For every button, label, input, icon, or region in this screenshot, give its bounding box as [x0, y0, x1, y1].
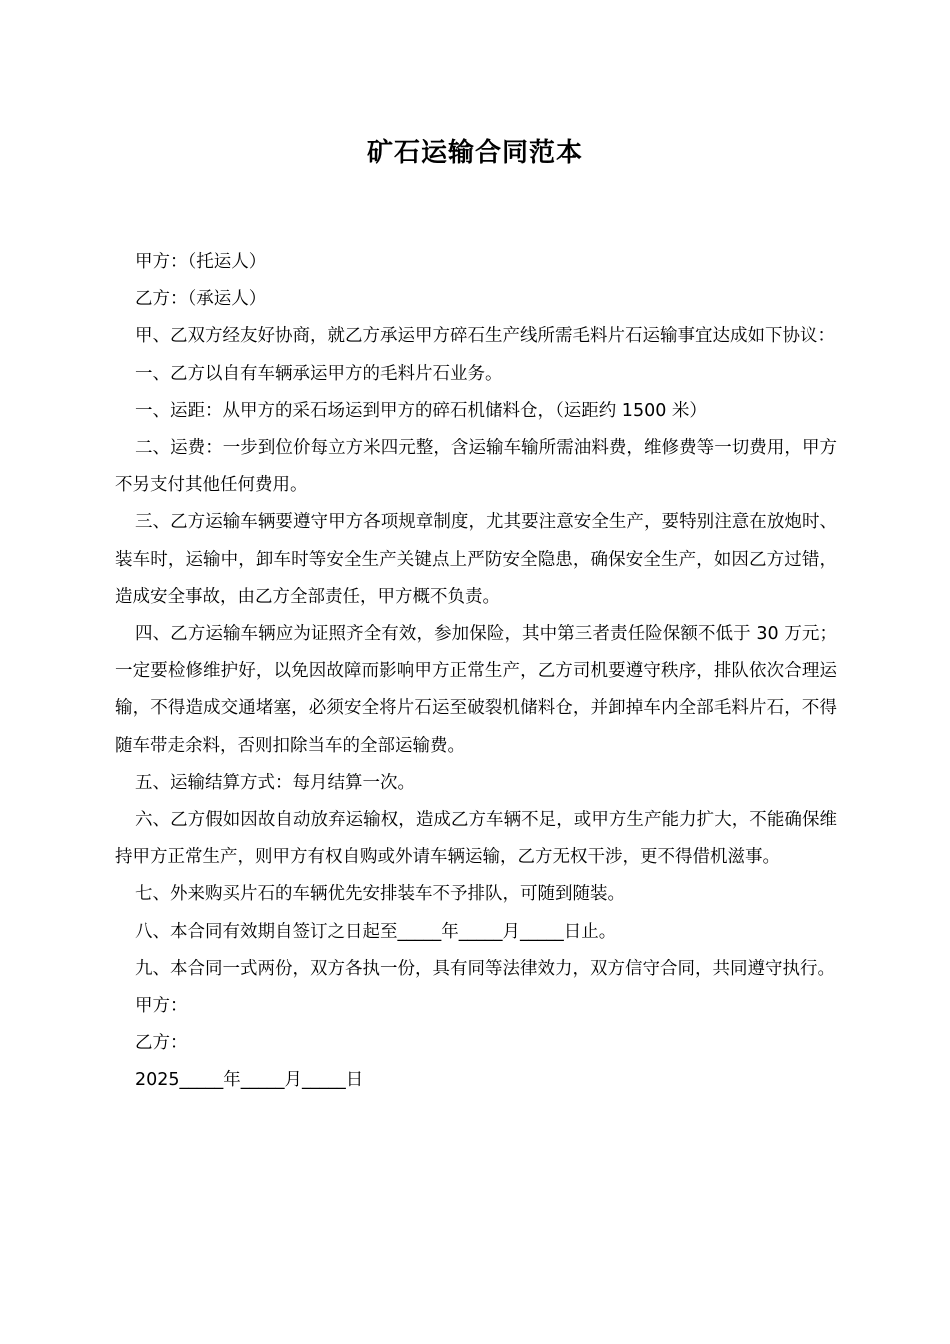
clause-priority: 七、外来购买片石的车辆优先安排装车不予排队，可随到随装。	[135, 884, 625, 905]
preamble-paragraph: 甲、乙双方经友好协商，就乙方承运甲方碎石生产线所需毛料片石运输事宜达成如下协议：	[135, 326, 835, 347]
signature-party-b: 乙方：	[135, 1033, 188, 1054]
document-title: 矿石运输合同范本	[366, 138, 583, 168]
signature-party-a: 甲方：	[135, 996, 188, 1017]
clause-settlement: 五、运输结算方式：每月结算一次。	[135, 772, 415, 793]
clause-freight: 二、运费：一步到位价每立方米四元整，含运输车输所需油料费，维修费等一切费用，甲方不另支付其他任何费用。	[115, 438, 837, 496]
party-b-line: 乙方：（承运人）	[135, 289, 267, 310]
clause-vehicles: 四、乙方运输车辆应为证照齐全有效，参加保险，其中第三者责任险保额不低于 30 万元；一定要检修维护好，以免因故障而影响甲方正常生产，乙方司机要遵守秩序，排队依次合理运输，不得造成交通堵塞，必须安全将片石运至破裂机储料仓，并卸掉车内全部毛料片石，不得随车带走余料，否则扣除当车的全部运输费。	[115, 624, 838, 756]
clause-waiver: 六、乙方假如因故自动放弃运输权，造成乙方车辆不足，或甲方生产能力扩大，不能确保维持甲方正常生产，则甲方有权自购或外请车辆运输，乙方无权干涉，更不得借机滋事。	[115, 810, 837, 868]
document-body	[115, 244, 837, 1100]
clause-validity: 八、本合同有效期自签订之日起至_____年_____月_____日止。	[135, 921, 617, 942]
clause-scope: 一、乙方以自有车辆承运甲方的毛料片石业务。	[135, 363, 503, 384]
clause-safety: 三、乙方运输车辆要遵守甲方各项规章制度，尤其要注意安全生产，要特别注意在放炮时、装车时，运输中，卸车时等安全生产关键点上严防安全隐患，确保安全生产，如因乙方过错，造成安全事故，由乙方全部责任，甲方概不负责。	[115, 512, 837, 607]
clause-distance: 一、运距：从甲方的采石场运到甲方的碎石机储料仓，（运距约 1500 米）	[135, 400, 707, 421]
clause-copies: 九、本合同一式两份，双方各执一份，具有同等法律效力，双方信守合同，共同遵守执行。	[135, 958, 835, 979]
signature-date: 2025_____年_____月_____日	[135, 1070, 364, 1091]
party-a-line: 甲方：（托运人）	[135, 252, 267, 272]
